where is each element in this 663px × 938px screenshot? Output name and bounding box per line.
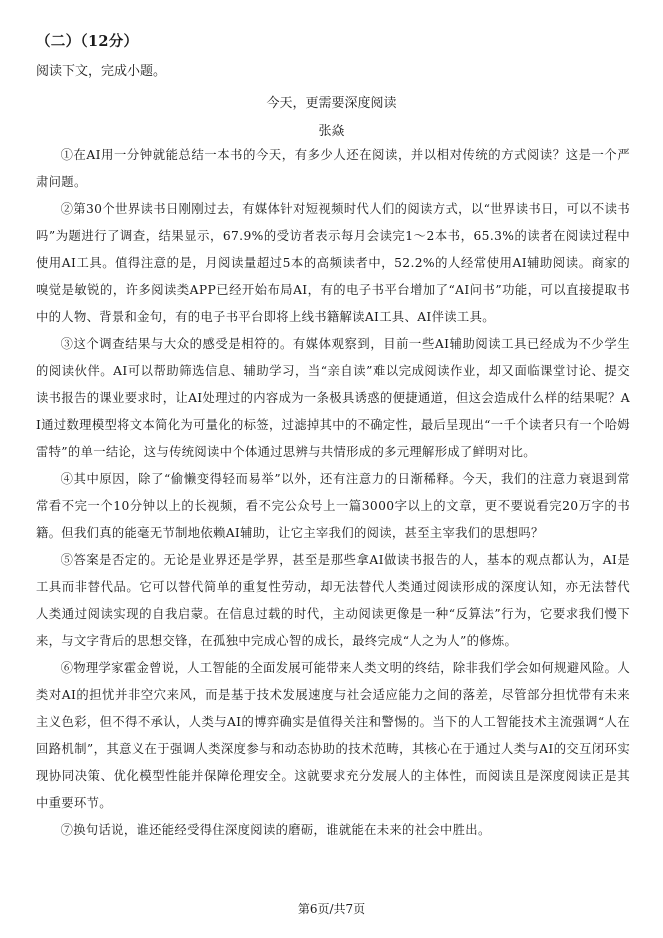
paragraph-5: ⑤答案是否定的。无论是业界还是学界，甚至是那些拿AI做读书报告的人，基本的观点都认为，AI是工具而非替代品。它可以替代简单的重复性劳动，却无法替代人类通过阅读形成的深度认知，亦无法替代人类通过阅读实现的自我启蒙。在信息过载的时代，主动阅读更像是一种“反算法”行为，它要求我们慢下来，与文字背后的思想交锋，在孤独中完成心智的成长，最终完成“人之为人”的修炼。 bbox=[36, 553, 630, 648]
paragraph-7: ⑦换句话说，谁还能经受得住深度阅读的磨砺，谁就能在未来的社会中胜出。 bbox=[60, 823, 491, 837]
paragraph-2: ②第30个世界读书日刚刚过去，有媒体针对短视频时代人们的阅读方式，以“世界读书日，可以不读书吗”为题进行了调查，结果显示，67.9%的受访者表示每月会读完1～2本书，65.3%的读者在阅读过程中使用AI工具。值得注意的是，月阅读量超过5本的高频读者中，52.2%的人经常使用AI辅助阅读。商家的嗅觉是敏锐的，许多阅读类APP已经开始布局AI，有的电子书平台增加了“AI问书”功能，可以直接提取书中的人物、背景和金句，有的电子书平台即将上线书籍解读AI工具、AI伴读工具。 bbox=[36, 202, 630, 324]
instruction-text: 阅读下文，完成小题。 bbox=[36, 64, 167, 79]
paragraph-4: ④其中原因，除了“偷懒变得轻而易举”以外，还有注意力的日渐稀释。今天，我们的注意力衰退到常常看不完一个10分钟以上的长视频，看不完公众号上一篇3000字以上的文章，更不要说看完20万字的书籍。但我们真的能毫无节制地依赖AI辅助，让它主宰我们的阅读，甚至主宰我们的思想吗？ bbox=[36, 472, 630, 540]
paragraph-1: ①在AI用一分钟就能总结一本书的今天，有多少人还在阅读，并以相对传统的方式阅读？这是一个严肃问题。 bbox=[36, 148, 630, 189]
paragraph-3: ③这个调查结果与大众的感受是相符的。有媒体观察到，目前一些AI辅助阅读工具已经成为不少学生的阅读伙伴。AI可以帮助筛选信息、辅助学习，当“亲自读”难以完成阅读作业，却又面临课堂讨论、提交读书报告的课业要求时，让AI处理过的内容成为一条极具诱惑的便捷通道，但这会造成什么样的结果呢？AI通过数理模型将文本简化为可量化的标签，过滤掉其中的不确定性，最后呈现出“一千个读者只有一个哈姆雷特”的单一结论，这与传统阅读中个体通过思辨与共情形成的多元理解形成了鲜明对比。 bbox=[36, 337, 630, 459]
page-number: 第6页/共7页 bbox=[297, 902, 366, 916]
paragraph-6: ⑥物理学家霍金曾说，人工智能的全面发展可能带来人类文明的终结，除非我们学会如何规避风险。人类对AI的担忧并非空穴来风，而是基于技术发展速度与社会适应能力之间的落差，尽管部分担忧带有未来主义色彩，但不得不承认，人类与AI的博弈确实是值得关注和警惕的。当下的人工智能技术主流强调“人在回路机制”，其意义在于强调人类深度参与和动态协助的技术范畴，其核心在于通过人类与AI的交互闭环实现协同决策、优化模型性能并保障伦理安全。这就要求充分发展人的主体性，而阅读且是深度阅读正是其中重要环节。 bbox=[36, 661, 630, 810]
section-heading: （二）（12分） bbox=[36, 33, 139, 50]
article-title: 今天，更需要深度阅读 bbox=[266, 96, 397, 111]
article-author: 张焱 bbox=[318, 124, 345, 139]
article-body bbox=[36, 142, 630, 844]
